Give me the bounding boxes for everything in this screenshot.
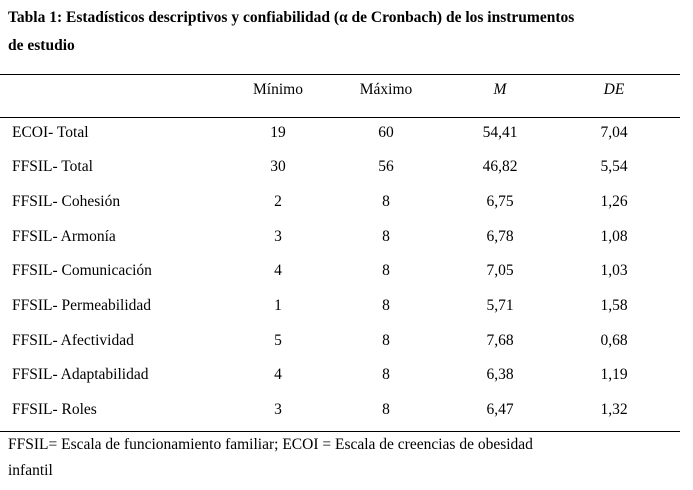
row-maximo: 56 [378, 158, 394, 175]
row-de: 1,03 [600, 262, 628, 279]
row-minimo: 1 [274, 297, 282, 314]
row-minimo: 30 [270, 158, 286, 175]
row-label: FFSIL- Armonía [12, 228, 116, 245]
row-de: 1,26 [600, 193, 628, 210]
row-label: FFSIL- Afectividad [12, 332, 134, 349]
row-label: FFSIL- Cohesión [12, 193, 121, 210]
row-label: FFSIL- Permeabilidad [12, 297, 152, 314]
row-minimo: 3 [274, 401, 282, 418]
row-m: 6,78 [486, 228, 514, 245]
row-maximo: 8 [382, 401, 390, 418]
row-maximo: 8 [382, 366, 390, 383]
row-minimo: 4 [274, 366, 282, 383]
row-maximo: 8 [382, 228, 390, 245]
caption-line-1: Tabla 1: Estadísticos descriptivos y confiabilidad (α de Cronbach) de los instrumentos [8, 9, 575, 26]
header-de: DE [603, 81, 625, 98]
row-minimo: 3 [274, 228, 282, 245]
table-header-rule [0, 117, 680, 118]
row-m: 6,75 [486, 193, 514, 210]
row-m: 5,71 [486, 297, 514, 314]
table-top-rule [0, 74, 680, 75]
table-note [8, 432, 680, 484]
header-minimo: Mínimo [253, 81, 303, 98]
row-de: 5,54 [600, 158, 628, 175]
row-minimo: 19 [270, 124, 286, 141]
row-de: 0,68 [600, 332, 628, 349]
row-maximo: 8 [382, 193, 390, 210]
row-de: 7,04 [600, 124, 628, 141]
header-maximo: Máximo [359, 81, 413, 98]
row-maximo: 8 [382, 262, 390, 279]
row-de: 1,32 [600, 401, 628, 418]
row-de: 1,19 [600, 366, 628, 383]
row-label: FFSIL- Total [12, 158, 93, 175]
row-m: 6,47 [486, 401, 514, 418]
row-label: FFSIL- Comunicación [12, 262, 152, 279]
row-m: 54,41 [482, 124, 518, 141]
row-de: 1,08 [600, 228, 628, 245]
row-de: 1,58 [600, 297, 628, 314]
row-minimo: 4 [274, 262, 282, 279]
note-line-2: infantil [8, 462, 53, 479]
row-m: 6,38 [486, 366, 514, 383]
header-m: M [493, 81, 507, 98]
row-maximo: 8 [382, 332, 390, 349]
row-m: 7,05 [486, 262, 514, 279]
row-m: 46,82 [482, 158, 518, 175]
note-line-1: FFSIL= Escala de funcionamiento familiar; ECOI = Escala de creencias de obesidad [8, 436, 533, 453]
table-caption [8, 4, 690, 60]
row-maximo: 8 [382, 297, 390, 314]
row-maximo: 60 [378, 124, 394, 141]
row-m: 7,68 [486, 332, 514, 349]
row-minimo: 2 [274, 193, 282, 210]
caption-line-2: de estudio [8, 37, 75, 54]
row-label: FFSIL- Adaptabilidad [12, 366, 149, 383]
row-minimo: 5 [274, 332, 282, 349]
row-label: ECOI- Total [12, 124, 89, 141]
row-label: FFSIL- Roles [12, 401, 97, 418]
